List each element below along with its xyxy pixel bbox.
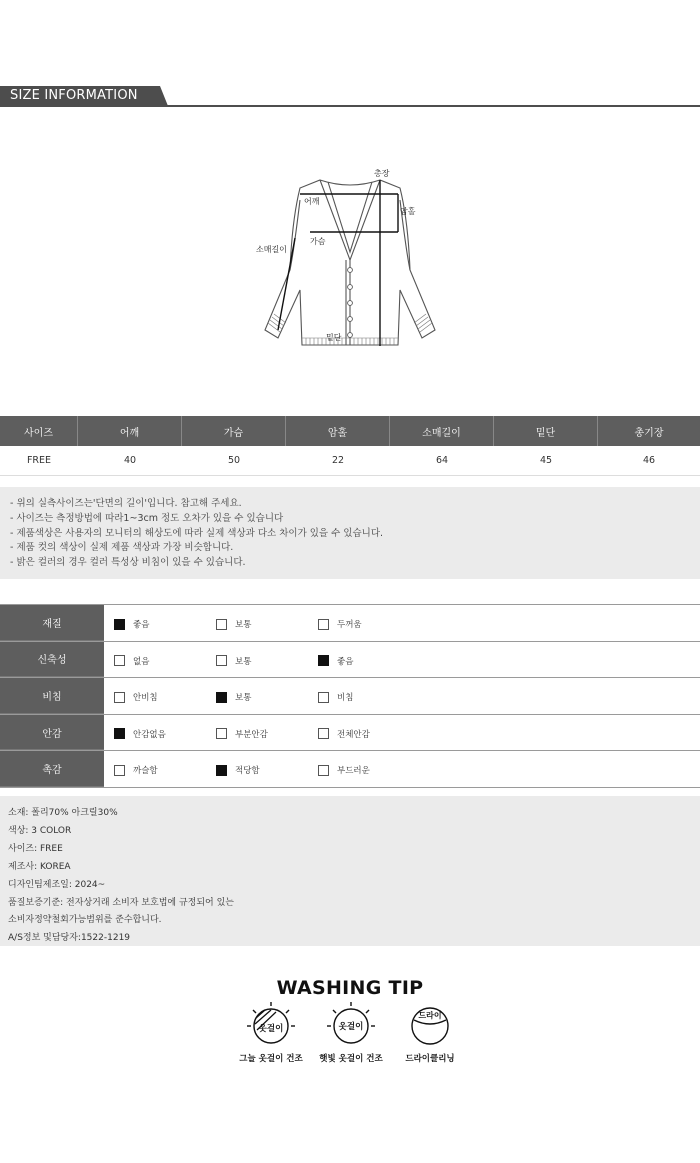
washing-label: 그늘 옷걸이 건조	[239, 1054, 303, 1064]
checkbox-icon	[114, 728, 125, 739]
info-line: 제조사: KOREA	[8, 861, 71, 872]
shade-dry-icon	[245, 1000, 297, 1048]
washing-tip-title: WASHING TIP	[276, 977, 424, 999]
label-chest: 가슴	[310, 237, 326, 246]
checkbox-icon	[318, 619, 329, 630]
attribute-row	[0, 678, 700, 715]
info-line: 색상: 3 COLOR	[8, 825, 72, 836]
size-header-cell: 암홀	[286, 416, 390, 446]
checkbox-icon	[114, 619, 125, 630]
table-row	[0, 446, 700, 476]
label-hem: 밑단	[326, 333, 342, 342]
size-cell: 50	[227, 455, 241, 466]
size-notes	[0, 487, 700, 579]
option-label: 보통	[235, 620, 252, 630]
product-info	[0, 796, 700, 946]
info-line: 소비자정약철회가능범위를 준수합니다.	[8, 915, 162, 926]
checkbox-icon	[318, 765, 329, 776]
note-line: - 제품색상은 사용자의 모니터의 해상도에 따라 실제 색상과 다소 차이가 있을 수 있습니다.	[10, 527, 384, 539]
info-line: 디자인팀제조일: 2024~	[8, 879, 106, 890]
option-label: 부드러운	[337, 766, 370, 777]
option-label: 보통	[235, 693, 252, 704]
checkbox-icon	[216, 692, 227, 703]
size-header-cell: 밑단	[494, 416, 598, 446]
section-divider	[0, 105, 700, 107]
size-cell: 45	[539, 455, 553, 466]
option-label: 부분안감	[235, 729, 268, 740]
size-header-cell: 어깨	[78, 416, 182, 446]
option-label: 안감없음	[133, 729, 166, 740]
size-header-cell: 소매길이	[390, 416, 494, 446]
attribute-label: 신축성	[0, 642, 104, 678]
attribute-row	[0, 751, 700, 788]
option-label: 보통	[235, 656, 252, 667]
garment-diagram	[250, 160, 450, 360]
note-line: - 제품 컷의 색상이 실제 제품 색상과 가장 비슷합니다.	[10, 542, 234, 554]
size-header-cell: 가슴	[182, 416, 286, 446]
size-cell: 22	[331, 455, 345, 466]
checkbox-icon	[216, 728, 227, 739]
size-cell: 40	[123, 455, 137, 466]
section-header	[0, 86, 700, 106]
attribute-label: 안감	[0, 715, 104, 751]
note-line: - 사이즈는 측정방법에 따라1~3cm 정도 오차가 있을 수 있습니다	[10, 512, 284, 524]
checkbox-icon	[318, 692, 329, 703]
option-label: 비침	[337, 693, 354, 704]
option-label: 없음	[133, 656, 150, 667]
checkbox-icon	[318, 655, 329, 666]
option-label: 적당함	[235, 766, 260, 777]
attribute-row	[0, 642, 700, 679]
icon-text: 드라이	[418, 1011, 442, 1020]
checkbox-icon	[318, 728, 329, 739]
attribute-row	[0, 715, 700, 752]
sun-dry-icon	[325, 1000, 377, 1048]
attribute-row	[0, 605, 700, 642]
info-line: 사이즈: FREE	[8, 843, 63, 854]
info-line: A/S정보 및담당자:1522-1219	[8, 933, 131, 944]
checkbox-icon	[114, 765, 125, 776]
attribute-label: 재질	[0, 605, 104, 641]
icon-text: 옷걸이	[258, 1024, 284, 1034]
checkbox-icon	[216, 619, 227, 630]
washing-label: 드라이클리닝	[405, 1054, 455, 1064]
dry-clean-icon	[404, 1000, 456, 1048]
size-cell: 64	[435, 455, 449, 466]
note-line: - 위의 실측사이즈는'단면의 길이'입니다. 참고해 주세요.	[10, 498, 242, 509]
label-sleeve: 소매길이	[256, 245, 287, 254]
label-shoulder: 어깨	[304, 197, 320, 206]
size-cell: 46	[642, 455, 656, 466]
option-label: 좋음	[337, 656, 354, 667]
fabric-attribute-table	[0, 604, 700, 788]
info-line: 품질보증기준: 전자상거래 소비자 보호법에 규정되어 있는	[8, 897, 234, 908]
option-label: 전체안감	[337, 729, 370, 740]
section-title: SIZE INFORMATION	[10, 88, 138, 103]
attribute-label: 비침	[0, 678, 104, 714]
size-header-cell: 총기장	[634, 427, 664, 439]
cardigan-illustration-icon	[250, 160, 450, 360]
info-line: 소재: 폴리70% 아크릴30%	[8, 808, 118, 818]
label-length: 총장	[374, 169, 390, 178]
size-cell: FREE	[26, 455, 52, 466]
size-header-cell: 사이즈	[0, 416, 78, 446]
checkbox-icon	[114, 692, 125, 703]
attribute-label: 촉감	[0, 751, 104, 787]
option-label: 좋음	[133, 620, 150, 630]
note-line: - 밝은 컬러의 경우 컬러 특성상 비침이 있을 수 있습니다.	[10, 557, 246, 569]
checkbox-icon	[114, 655, 125, 666]
size-table	[0, 416, 700, 476]
option-label: 안비침	[133, 693, 158, 704]
option-label: 까슬함	[133, 766, 158, 777]
option-label: 두꺼움	[337, 620, 362, 630]
icon-text: 옷걸이	[338, 1022, 364, 1032]
checkbox-icon	[216, 765, 227, 776]
label-armhole: 암홀	[400, 207, 416, 216]
size-table-header	[0, 416, 700, 446]
checkbox-icon	[216, 655, 227, 666]
washing-label: 햇빛 옷걸이 건조	[319, 1054, 383, 1064]
